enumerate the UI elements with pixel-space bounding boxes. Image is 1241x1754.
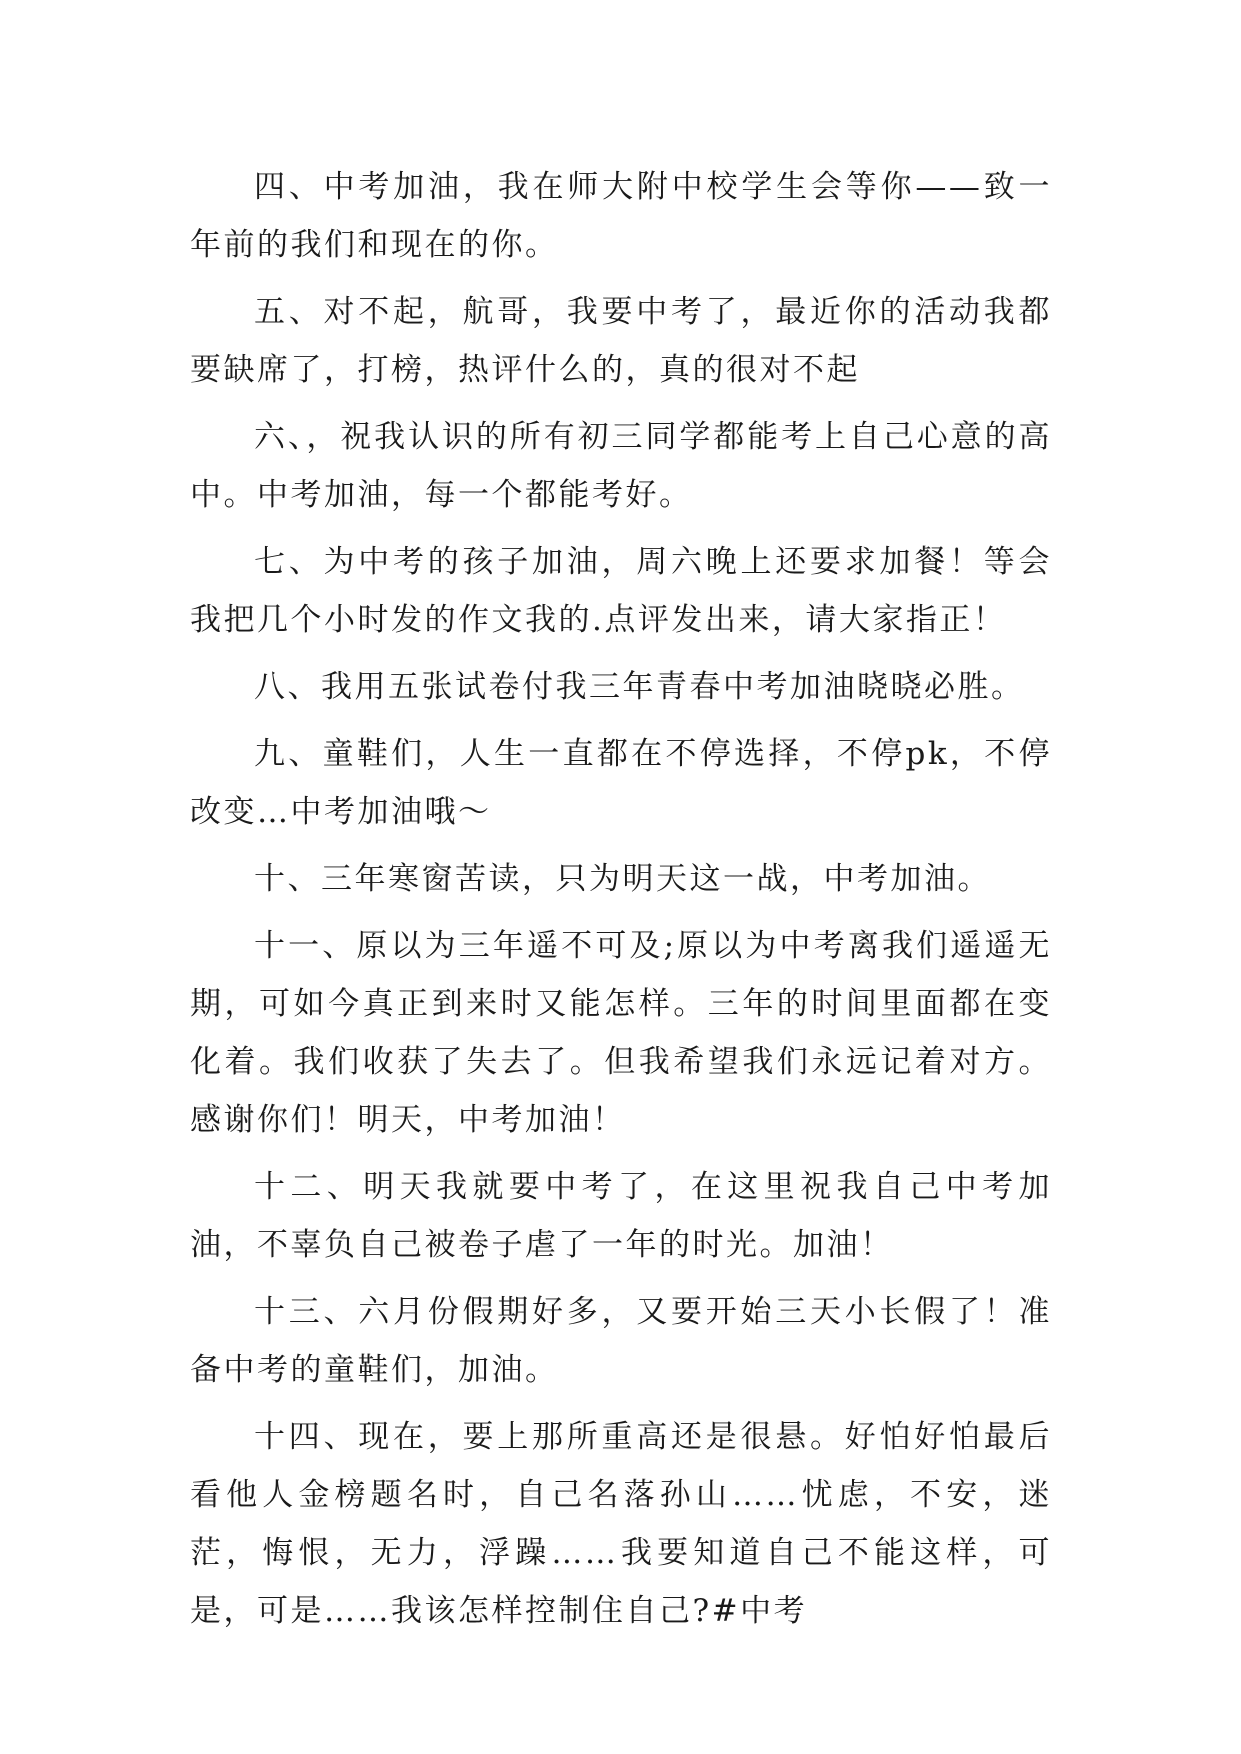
document-body [190, 158, 1052, 1649]
paragraph-10: 十、三年寒窗苦读，只为明天这一战，中考加油。 [254, 861, 991, 897]
paragraph-5: 五、对不起，航哥，我要中考了，最近你的活动我都要缺席了，打榜，热评什么的，真的很对不起 [190, 294, 1052, 388]
paragraph-7: 七、为中考的孩子加油，周六晚上还要求加餐！等会我把几个小时发的作文我的.点评发出来，请大家指正！ [190, 544, 1052, 638]
paragraph-14: 十四、现在，要上那所重高还是很悬。好怕好怕最后看他人金榜题名时，自己名落孙山……忧虑，不安，迷茫，悔恨，无力，浮躁……我要知道自己不能这样，可是，可是……我该怎样控制住自己?#中考 [190, 1419, 1052, 1629]
paragraph-4: 四、中考加油，我在师大附中校学生会等你——致一年前的我们和现在的你。 [190, 169, 1052, 263]
paragraph-12: 十二、明天我就要中考了，在这里祝我自己中考加油，不辜负自己被卷子虐了一年的时光。加油！ [190, 1169, 1052, 1263]
paragraph-8: 八、我用五张试卷付我三年青春中考加油晓晓必胜。 [254, 669, 1025, 705]
paragraph-9: 九、童鞋们，人生一直都在不停选择，不停pk，不停改变…中考加油哦～ [190, 736, 1052, 830]
paragraph-11: 十一、原以为三年遥不可及;原以为中考离我们遥遥无期，可如今真正到来时又能怎样。三年的时间里面都在变化着。我们收获了失去了。但我希望我们永远记着对方。感谢你们！明天，中考加油！ [190, 928, 1052, 1138]
paragraph-13: 十三、六月份假期好多，又要开始三天小长假了！准备中考的童鞋们，加油。 [190, 1294, 1052, 1388]
paragraph-6: 六、，祝我认识的所有初三同学都能考上自己心意的高中。中考加油，每一个都能考好。 [190, 419, 1052, 513]
